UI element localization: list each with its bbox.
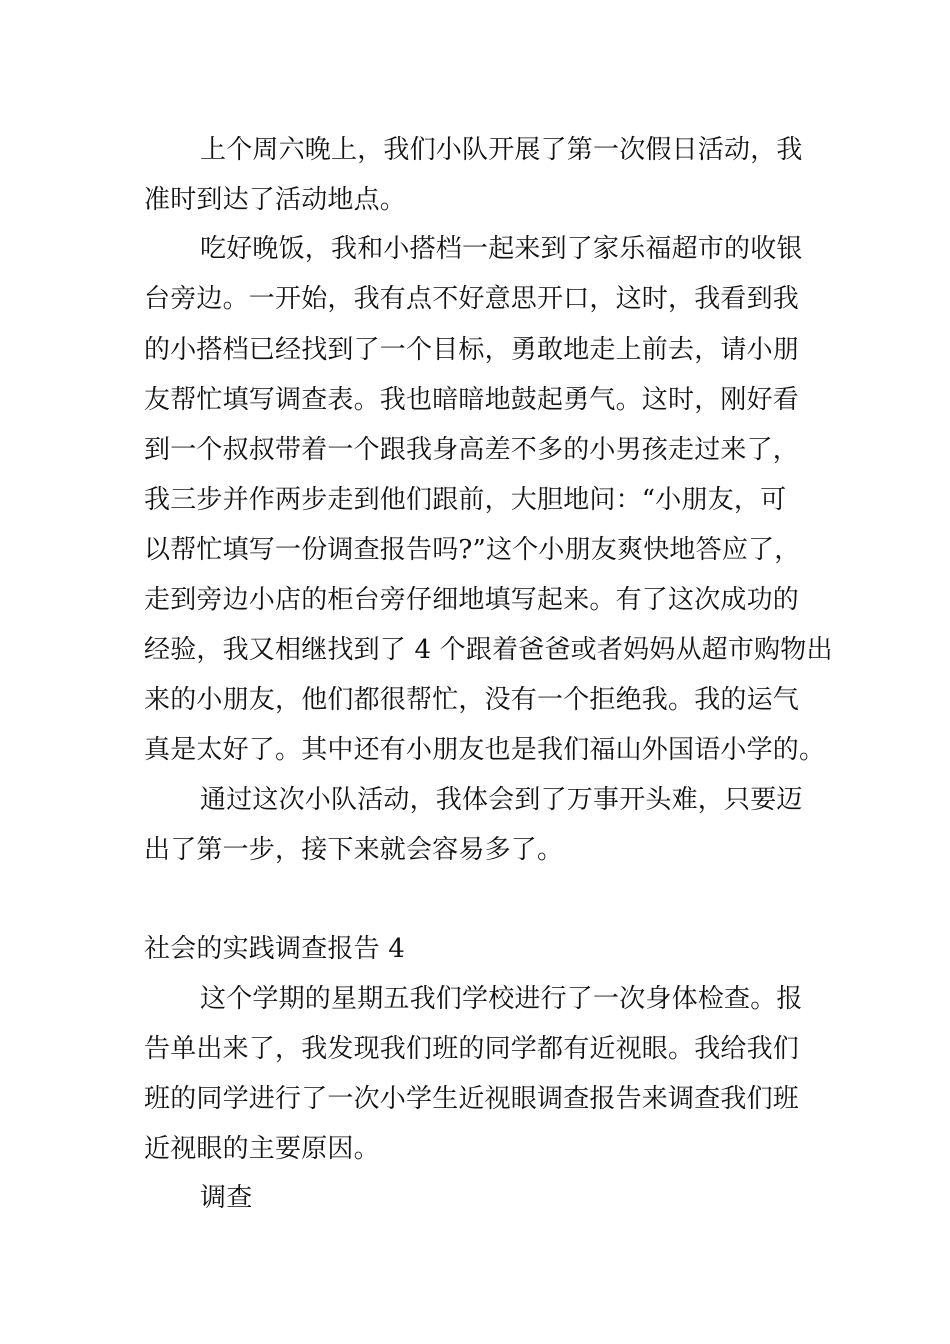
paragraph-2-line-9: 经验，我又相继找到了 4 个跟着爸爸或者妈妈从超市购物出: [144, 635, 833, 665]
section-title: 社会的实践调查报告 4: [144, 934, 406, 964]
paragraph-2-line-11: 真是太好了。其中还有小朋友也是我们福山外国语小学的。: [144, 735, 826, 765]
paragraph-2-line-7: 以帮忙填写一份调查报告吗?”这个小朋友爽快地答应了，: [144, 535, 801, 565]
paragraph-2-line-4: 友帮忙填写调查表。我也暗暗地鼓起勇气。这时，刚好看: [144, 385, 800, 415]
paragraph-4-line-4: 近视眼的主要原因。: [144, 1134, 380, 1164]
paragraph-2-line-10: 来的小朋友，他们都很帮忙，没有一个拒绝我。我的运气: [144, 685, 800, 715]
paragraph-2-line-5: 到一个叔叔带着一个跟我身高差不多的小男孩走过来了，: [144, 435, 800, 465]
paragraph-4-line-3: 班的同学进行了一次小学生近视眼调查报告来调查我们班: [144, 1084, 800, 1114]
paragraph-2-line-1: 吃好晚饭，我和小搭档一起来到了家乐福超市的收银: [200, 234, 803, 264]
paragraph-2-line-3: 的小搭档已经找到了一个目标，勇敢地走上前去，请小朋: [144, 335, 800, 365]
paragraph-4-line-1: 这个学期的星期五我们学校进行了一次身体检查。报: [200, 984, 803, 1014]
paragraph-4-line-2: 告单出来了，我发现我们班的同学都有近视眼。我给我们: [144, 1034, 800, 1064]
paragraph-3-line-1: 通过这次小队活动，我体会到了万事开头难，只要迈: [200, 785, 803, 815]
paragraph-5-line-1: 调查: [200, 1183, 253, 1213]
paragraph-3-line-2: 出了第一步，接下来就会容易多了。: [144, 835, 564, 865]
paragraph-1-line-2: 准时到达了活动地点。: [144, 185, 407, 215]
paragraph-2-line-2: 台旁边。一开始，我有点不好意思开口，这时，我看到我: [144, 284, 800, 314]
paragraph-1-line-1: 上个周六晚上，我们小队开展了第一次假日活动，我: [200, 135, 803, 165]
paragraph-2-line-8: 走到旁边小店的柜台旁仔细地填写起来。有了这次成功的: [144, 585, 800, 615]
paragraph-2-line-6: 我三步并作两步走到他们跟前，大胆地问：“小朋友，可: [144, 485, 787, 515]
